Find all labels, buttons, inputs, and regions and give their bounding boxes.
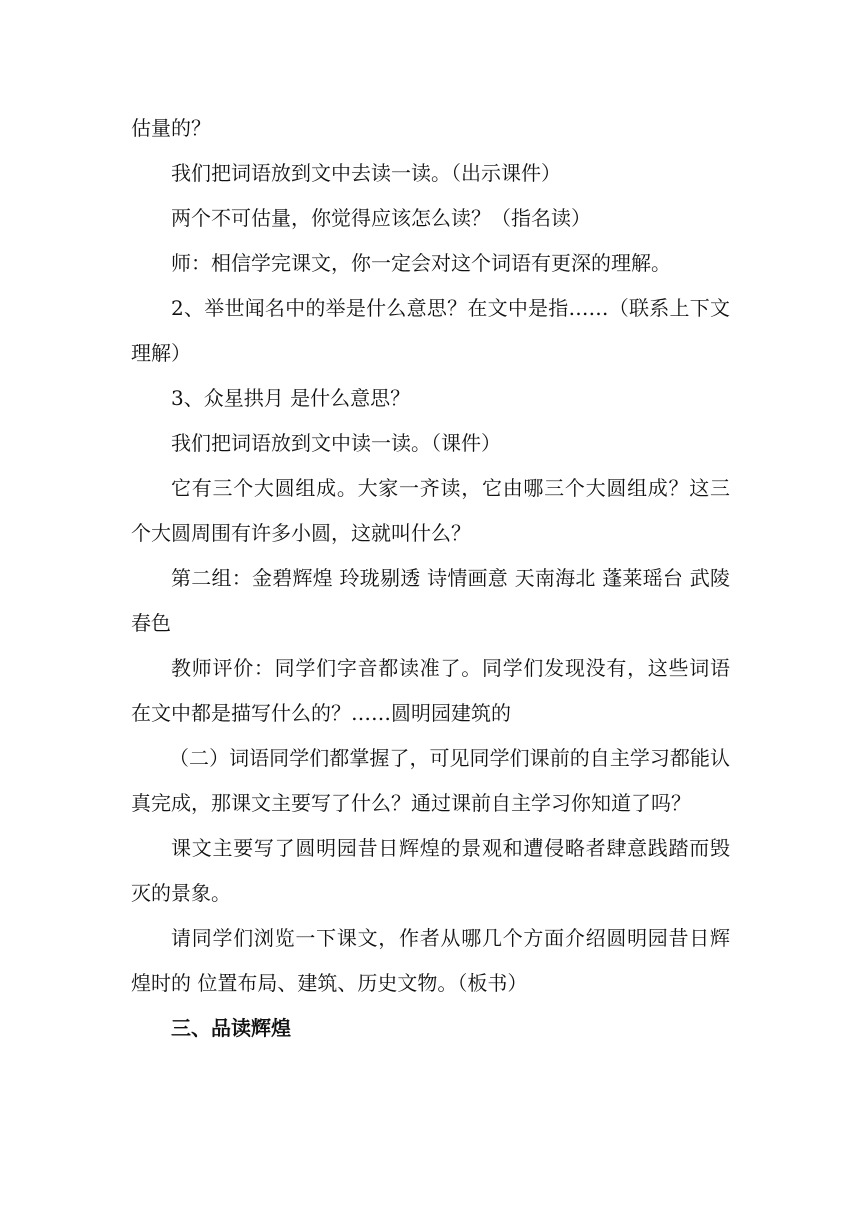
- paragraph-item-3: 3、众星拱月 是什么意思？: [171, 386, 411, 410]
- paragraph-group-two: 第二组：金碧辉煌 玲珑剔透 诗情画意 天南海北 蓬莱瑶台 武陵春色: [131, 566, 730, 635]
- paragraph-continuation: 估量的？: [131, 116, 211, 140]
- paragraph-how-to-read: 两个不可估量，你觉得应该怎么读？（指名读）: [171, 206, 591, 230]
- paragraph-summary: 课文主要写了圆明园昔日辉煌的景观和遭侵略者肆意践踏而毁灭的景象。: [131, 836, 730, 905]
- section-heading: 三、品读辉煌: [171, 1016, 291, 1040]
- paragraph-read-words: 我们把词语放到文中去读一读。（出示课件）: [171, 161, 561, 185]
- document-body: [131, 106, 730, 1051]
- paragraph-browse-text: 请同学们浏览一下课文，作者从哪几个方面介绍圆明园昔日辉煌时的 位置布局、建筑、历史文物。（板书）: [131, 926, 730, 995]
- paragraph-section-two: （二）词语同学们都掌握了，可见同学们课前的自主学习都能认真完成，那课文主要写了什么？通过课前自主学习你知道了吗？: [131, 746, 730, 815]
- paragraph-teacher-evaluation: 教师评价：同学们字音都读准了。同学们发现没有，这些词语在文中都是描写什么的？……圆明园建筑的: [131, 656, 730, 725]
- paragraph-teacher-note: 师：相信学完课文，你一定会对这个词语有更深的理解。: [171, 251, 671, 275]
- paragraph-courseware: 我们把词语放到文中读一读。（课件）: [171, 431, 501, 455]
- paragraph-three-circles: 它有三个大圆组成。大家一齐读，它由哪三个大圆组成？这三个大圆周围有许多小圆，这就叫什么？: [131, 476, 730, 545]
- paragraph-item-2: 2、举世闻名中的举是什么意思？在文中是指……（联系上下文理解）: [131, 296, 730, 365]
